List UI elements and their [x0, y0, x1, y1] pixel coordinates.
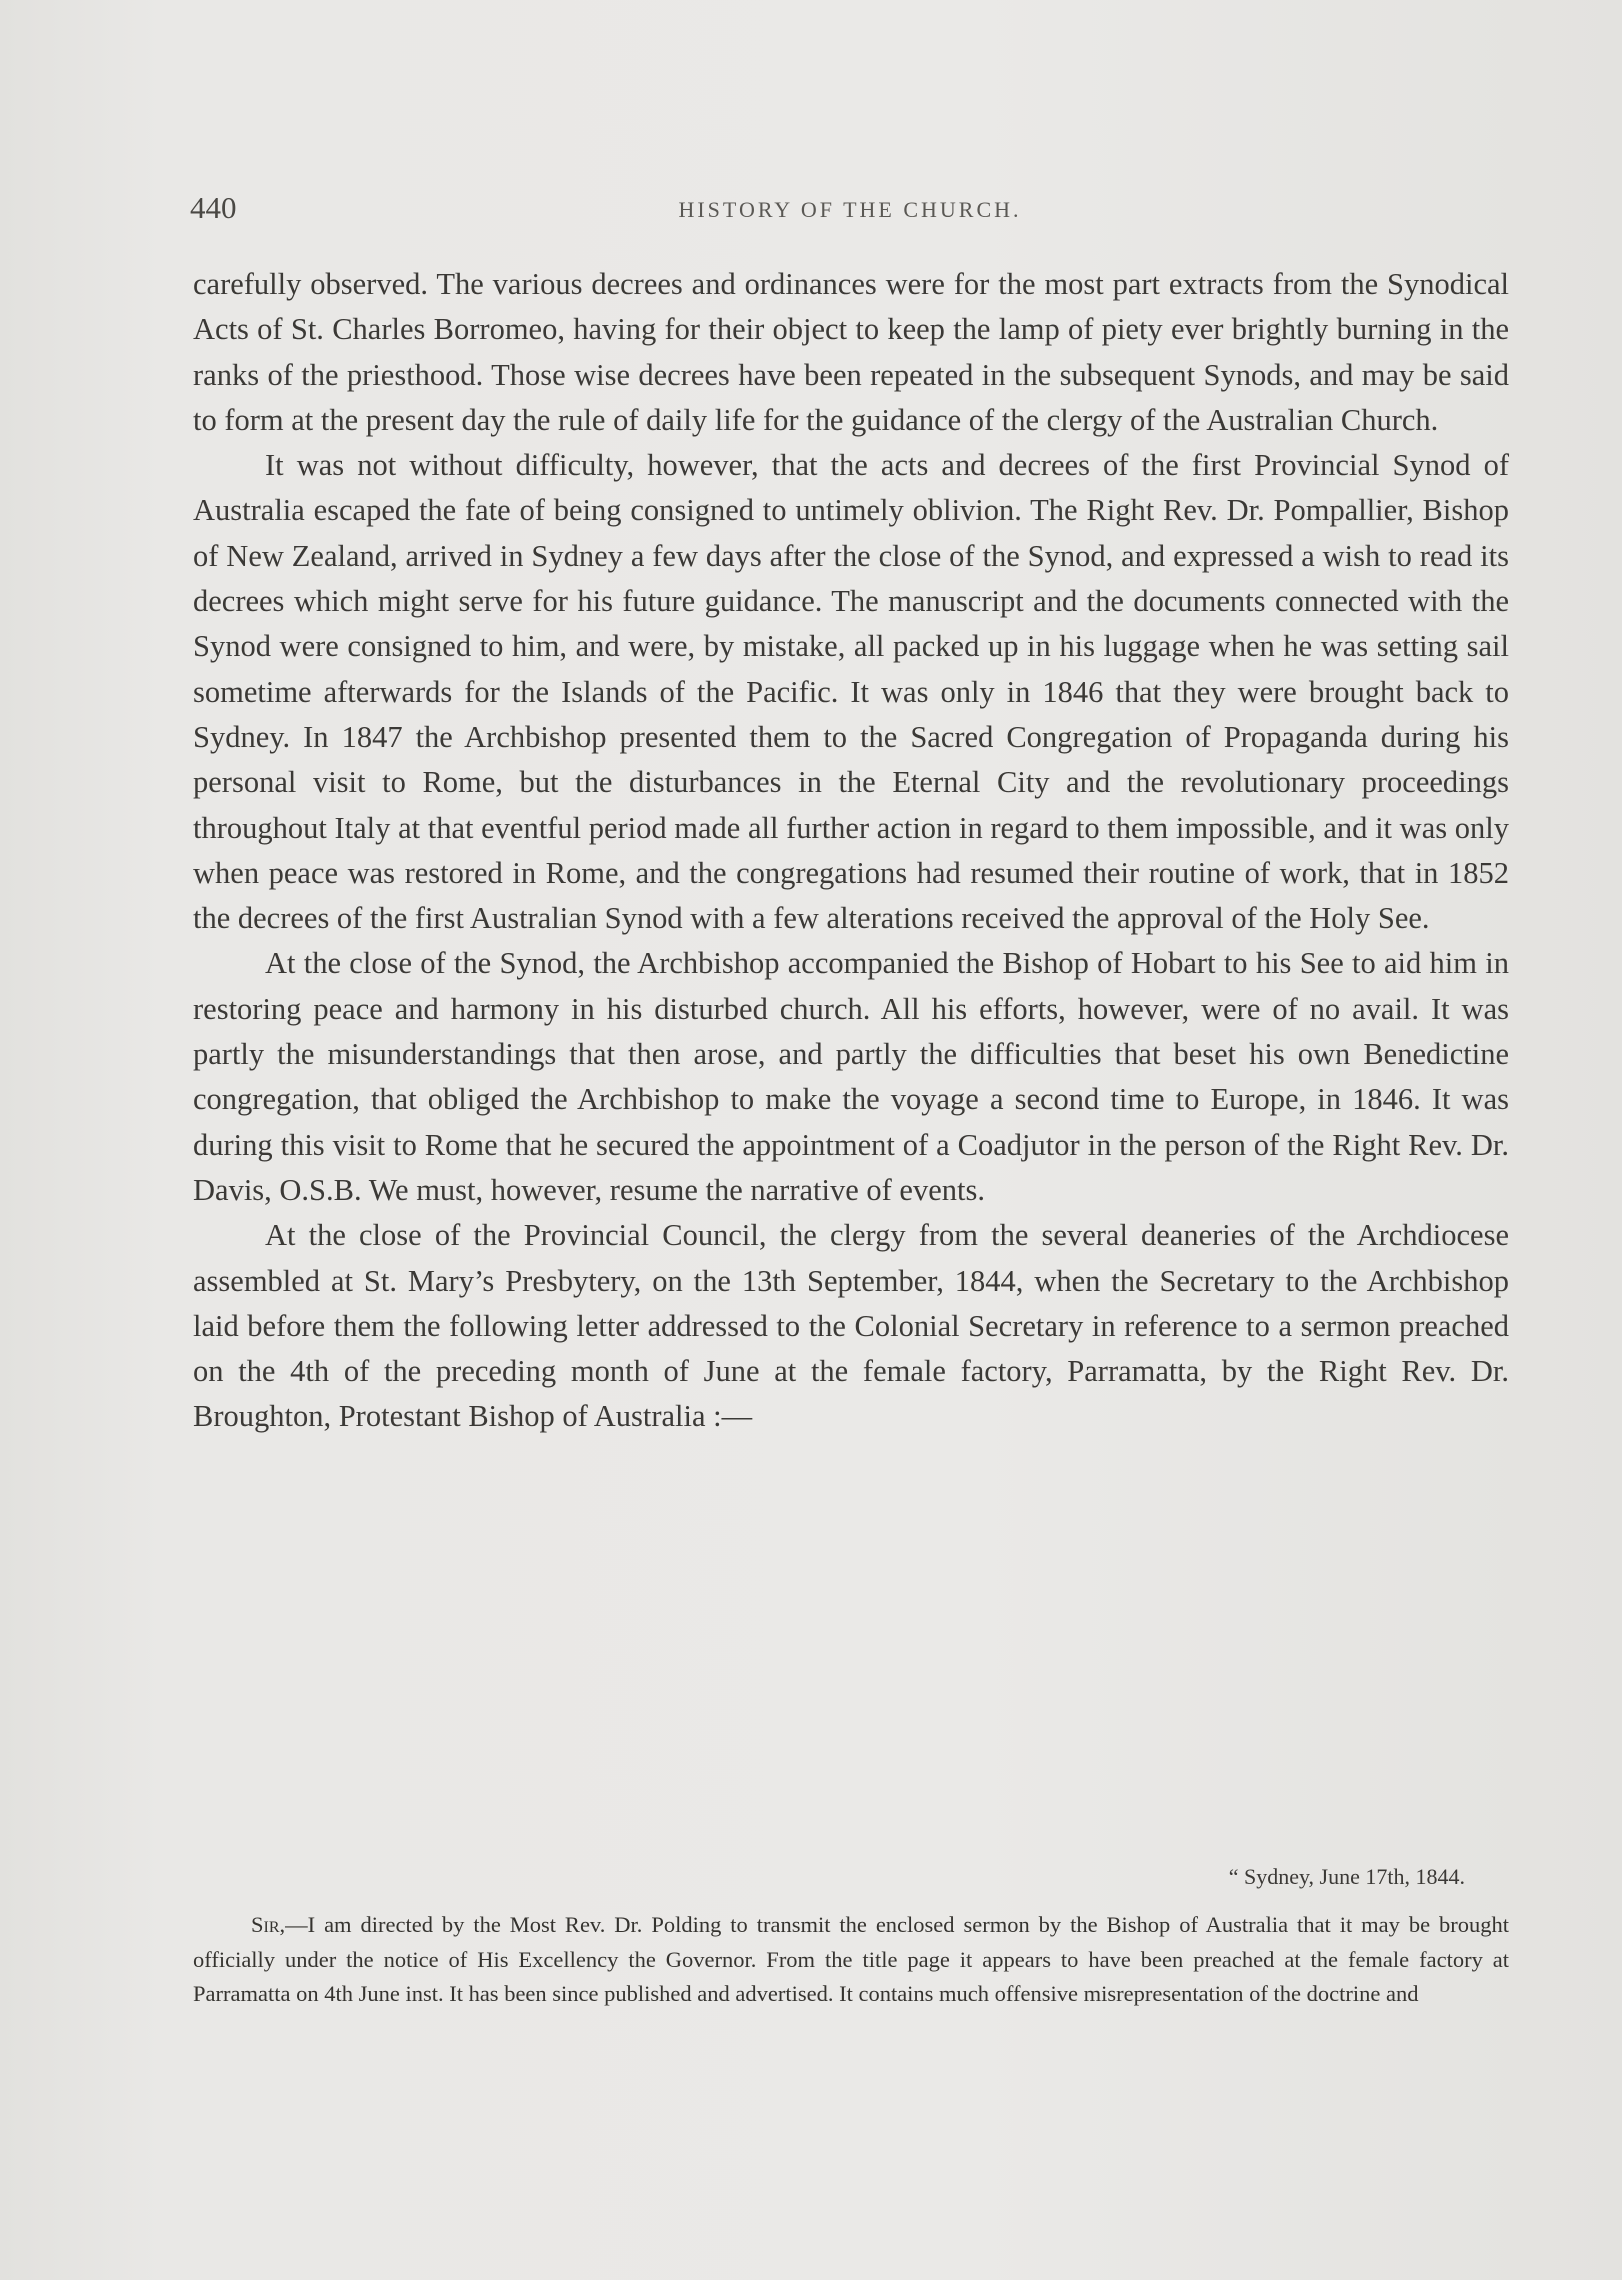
paragraph: It was not without difficulty, however, that the acts and decrees of the first Provincial Synod of Australia escaped the fate of being consigned to untimely oblivion. The Right Rev. Dr. Pompallier, Bishop of New Zealand, arrived in Sydney a few days after the close of the Synod, and expressed a wish to read its decrees which might serve for his future guidance. The manuscript and the documents connected with the Synod were consigned to him, and were, by mistake, all packed up in his luggage when he was setting sail sometime afterwards for the Islands of the Pacific. It was only in 1846 that they were brought back to Sydney. In 1847 the Archbishop presented them to the Sacred Congregation of Propaganda during his personal visit to Rome, but the disturbances in the Eternal City and the revolutionary proceedings throughout Italy at that eventful period made all further action in regard to them impossible, and it was only when peace was restored in Rome, and the congregations had resumed their routine of work, that in 1852 the decrees of the first Australian Synod with a few alterations received the approval of the Holy See.	[193, 448, 1509, 936]
letter-text: —I am directed by the Most Rev. Dr. Polding to transmit the enclosed sermon by the Bishop of Australia that it may be brought officially under the notice of His Excellency the Governor. From the title page it appears to have been preached at the female factory at Parramatta on 4th June inst. It has been since published and advertised. It contains much offensive misrepresentation of the doctrine and	[193, 1912, 1509, 2007]
paragraph: At the close of the Synod, the Archbishop accompanied the Bishop of Hobart to his See to aid him in restoring peace and harmony in his disturbed church. All his efforts, however, were of no avail. It was partly the misunderstandings that then arose, and partly the difficulties that beset his own Benedictine congregation, that obliged the Archbishop to make the voyage a second time to Europe, in 1846. It was during this visit to Rome that he secured the appointment of a Coadjutor in the person of the Right Rev. Dr. Davis, O.S.B. We must, however, resume the narrative of events.	[193, 946, 1509, 1207]
main-text	[193, 262, 1509, 1440]
paragraph-continuation: carefully observed. The various decrees and ordinances were for the most part extracts from the Synodical Acts of St. Charles Borromeo, having for their object to keep the lamp of piety ever brightly burning in the ranks of the priesthood. Those wise decrees have been repeated in the subsequent Synods, and may be said to form at the present day the rule of daily life for the guidance of the clergy of the Australian Church.	[193, 267, 1509, 437]
letter-salutation: Sir,	[251, 1912, 286, 1937]
page-header	[190, 190, 1510, 232]
letter-dateline: “ Sydney, June 17th, 1844.	[1228, 1864, 1465, 1889]
paragraph: At the close of the Provincial Council, the clergy from the several deaneries of the Archdiocese assembled at St. Mary’s Presbytery, on the 13th September, 1844, when the Secretary to the Archbishop laid before them the following letter addressed to the Colonial Secretary in reference to a sermon preached on the 4th of the preceding month of June at the female factory, Parramatta, by the Right Rev. Dr. Broughton, Protestant Bishop of Australia :—	[193, 1218, 1509, 1434]
quoted-letter	[193, 1862, 1509, 2012]
page-number: 440	[190, 190, 237, 225]
running-head: HISTORY OF THE CHURCH.	[678, 197, 1022, 222]
letter-body	[193, 1908, 1509, 2012]
